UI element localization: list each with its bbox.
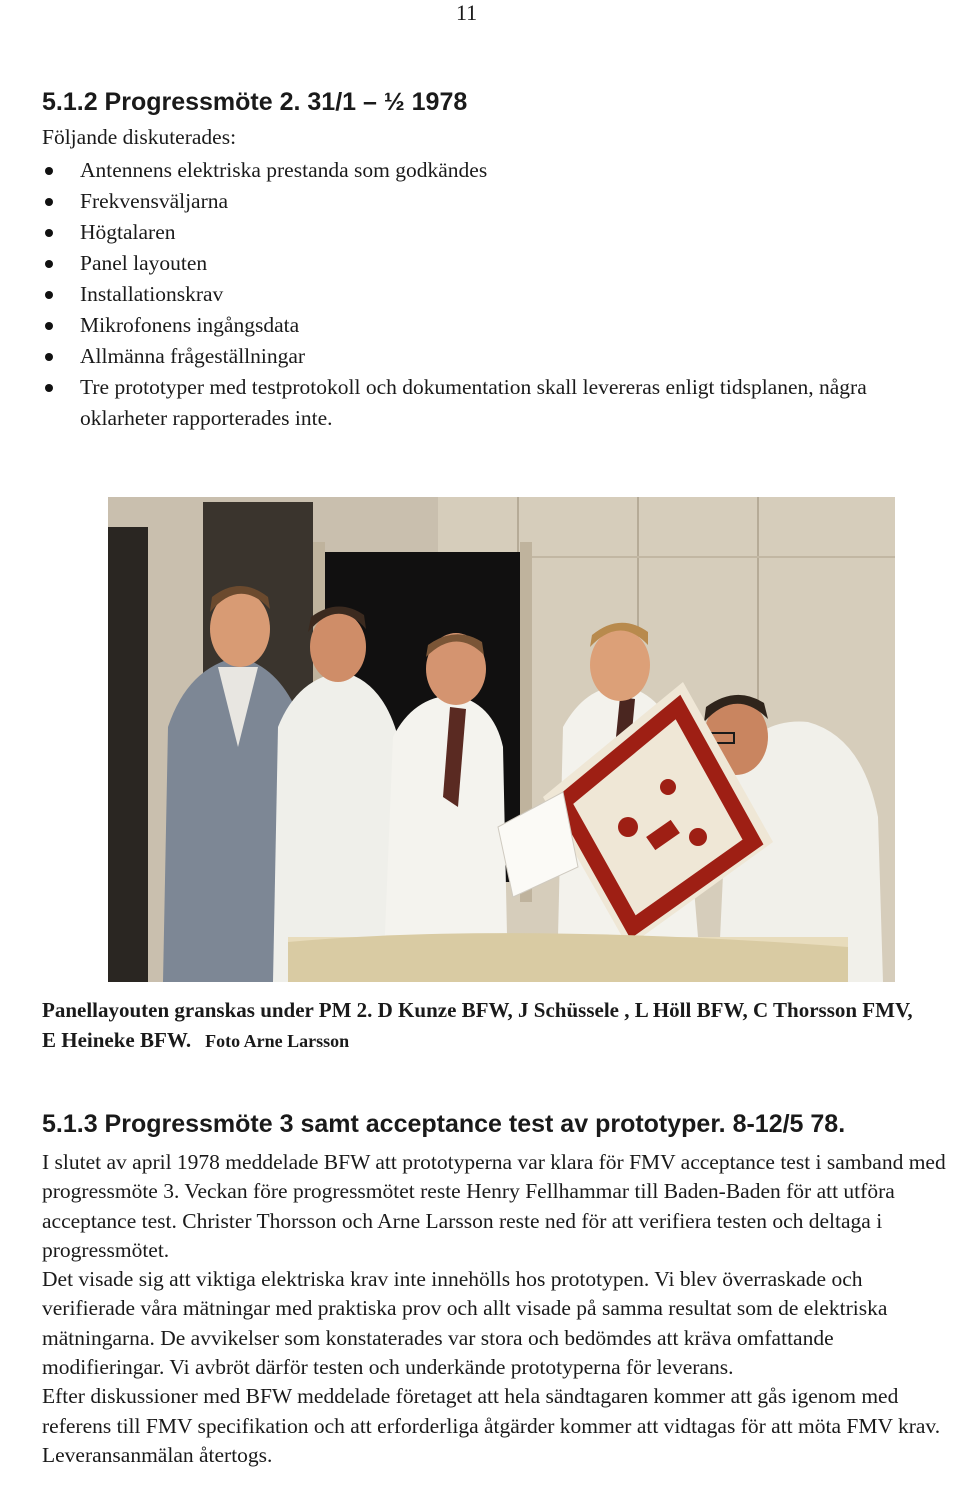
bullet-icon: [45, 384, 53, 392]
photo-credit: Foto Arne Larsson: [205, 1031, 350, 1051]
bullet-icon: [45, 291, 53, 299]
section-body: [42, 1148, 947, 1470]
bullet-icon: [45, 198, 53, 206]
paragraph: Det visade sig att viktiga elektriska krav inte innehölls hos prototypen. Vi blev överraskade och verifierade våra mätningar med praktiska prov och allt visade på samma resultat som de elektriska mätningarna. De avvikelser som konstaterades var stora och bedömdes att kräva omfattande modifieringar. Vi avbröt därför testen och underkände prototyperna för leverans.: [42, 1267, 888, 1380]
bullet-icon: [45, 229, 53, 237]
list-item: Installationskrav: [42, 279, 902, 310]
caption-text: Panellayouten granskas under PM 2. D Kunze BFW, J Schüssele , L Höll BFW, C Thorsson FMV, E Heineke BFW.: [42, 998, 913, 1052]
meeting-photo: [108, 497, 895, 982]
bullet-icon: [45, 353, 53, 361]
bullet-icon: [45, 260, 53, 268]
bullet-icon: [45, 322, 53, 330]
list-item: Allmänna frågeställningar: [42, 341, 902, 372]
list-item: Antennens elektriska prestanda som godkändes: [42, 155, 902, 186]
photo-illustration: [108, 497, 895, 982]
discussion-list: [42, 155, 902, 434]
bullet-icon: [45, 167, 53, 175]
section-heading-progress-meeting-3: 5.1.3 Progressmöte 3 samt acceptance test av prototyper. 8-12/5 78.: [42, 1110, 846, 1138]
list-item: Tre prototyper med testprotokoll och dokumentation skall levereras enligt tidsplanen, några oklarheter rapporterades inte.: [42, 372, 902, 434]
intro-text: Följande diskuterades:: [42, 125, 237, 149]
photo-caption: [42, 995, 922, 1056]
page-number: 11: [456, 0, 478, 25]
paragraph: I slutet av april 1978 meddelade BFW att prototyperna var klara för FMV acceptance test i samband med progressmöte 3. Veckan före progressmötet reste Henry Fellhammar till Baden-Baden för att utföra acceptance test. Christer Thorsson och Arne Larsson reste ned för att verifiera testen och deltaga i progressmötet.: [42, 1150, 946, 1262]
list-item: Mikrofonens ingångsdata: [42, 310, 902, 341]
list-item: Högtalaren: [42, 217, 902, 248]
section-heading-progress-meeting-2: 5.1.2 Progressmöte 2. 31/1 – ½ 1978: [42, 88, 468, 116]
list-item: Frekvensväljarna: [42, 186, 902, 217]
paragraph: Efter diskussioner med BFW meddelade företaget att hela sändtagaren kommer att gås igenom med referens till FMV specifikation och att erforderliga åtgärder kommer att vidtagas för att möta FMV krav. Leveransanmälan återtogs.: [42, 1384, 941, 1467]
list-item: Panel layouten: [42, 248, 902, 279]
